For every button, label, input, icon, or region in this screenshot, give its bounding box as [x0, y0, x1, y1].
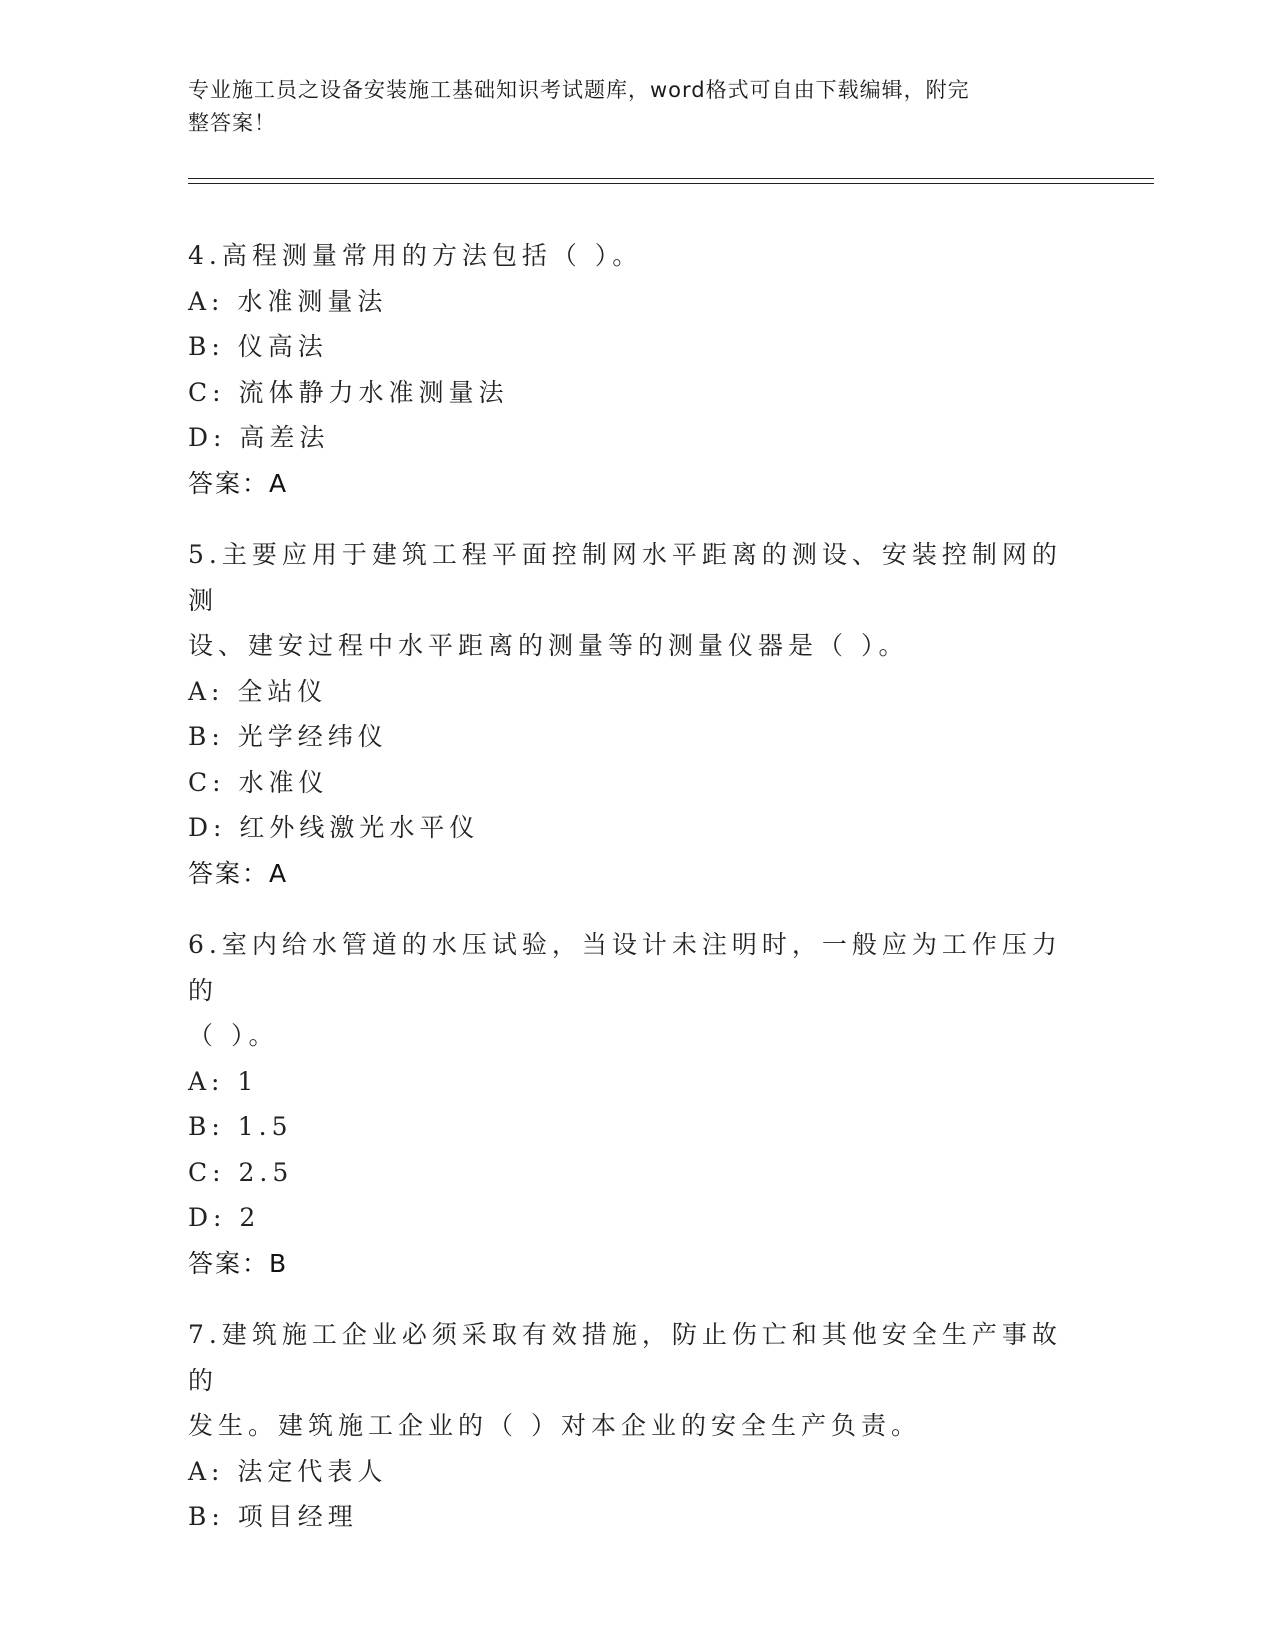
option-c: C: 水准仪 — [188, 767, 329, 797]
option-a: A: 法定代表人 — [188, 1456, 388, 1486]
answer: 答案：B — [188, 1248, 289, 1278]
option-a: A: 1 — [188, 1066, 259, 1096]
question-4 — [188, 233, 1088, 506]
header-line-2: 整答案！ — [188, 111, 276, 135]
question-text: 6.室内给水管道的水压试验，当设计未注明时，一般应为工作压力的 — [188, 930, 1062, 1005]
header-divider-bottom — [188, 183, 1154, 184]
question-text-continued: （ ）。 — [188, 1021, 279, 1050]
answer: 答案：A — [188, 858, 289, 888]
option-b: B: 1.5 — [188, 1112, 293, 1141]
option-d: D: 红外线激光水平仪 — [188, 813, 480, 842]
header-line-1: 专业施工员之设备安装施工基础知识考试题库，word格式可自由下载编辑，附完 — [188, 78, 970, 102]
question-list — [188, 233, 1088, 1566]
option-b: B: 光学经纬仪 — [188, 722, 388, 751]
answer: 答案：A — [188, 468, 289, 498]
option-c: C: 流体静力水准测量法 — [188, 377, 509, 407]
question-text: 4.高程测量常用的方法包括（ ）。 — [188, 241, 643, 270]
question-text-continued: 设、建安过程中水平距离的测量等的测量仪器是（ ）。 — [188, 631, 909, 660]
option-a: A: 水准测量法 — [188, 286, 388, 316]
header-divider-top — [188, 178, 1154, 179]
question-text: 7.建筑施工企业必须采取有效措施，防止伤亡和其他安全生产事故的 — [188, 1320, 1062, 1395]
question-6 — [188, 922, 1088, 1286]
option-c: C: 2.5 — [188, 1157, 294, 1187]
question-5 — [188, 532, 1088, 896]
option-a: A: 全站仪 — [188, 676, 328, 706]
question-text: 5.主要应用于建筑工程平面控制网水平距离的测设、安装控制网的测 — [188, 540, 1062, 615]
document-header — [188, 74, 1078, 140]
question-text-continued: 发生。建筑施工企业的（ ）对本企业的安全生产负责。 — [188, 1411, 921, 1440]
question-7 — [188, 1312, 1088, 1540]
option-b: B: 项目经理 — [188, 1502, 358, 1531]
option-d: D: 高差法 — [188, 423, 330, 452]
option-d: D: 2 — [188, 1203, 261, 1232]
option-b: B: 仪高法 — [188, 332, 328, 361]
